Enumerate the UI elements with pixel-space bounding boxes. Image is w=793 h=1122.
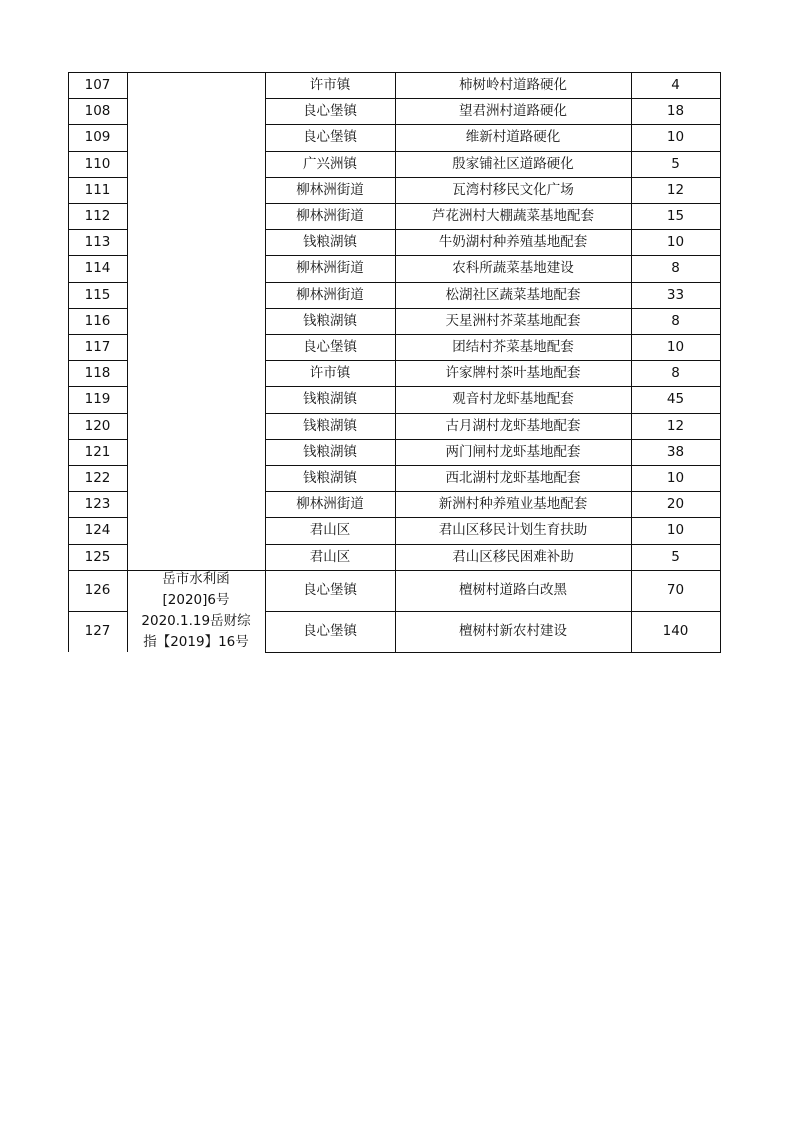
row-number-cell: 114 bbox=[84, 260, 111, 277]
project-cell: 松湖社区蔬菜基地配套 bbox=[445, 286, 581, 303]
amount-cell: 18 bbox=[666, 103, 685, 120]
town-cell: 柳林洲街道 bbox=[296, 286, 364, 303]
document-reference-cell bbox=[127, 570, 265, 652]
town-cell: 钱粮湖镇 bbox=[303, 470, 357, 486]
row-number-cell: 124 bbox=[84, 522, 111, 539]
project-cell: 新洲村种养殖业基地配套 bbox=[438, 496, 588, 513]
town-cell: 良心堡镇 bbox=[303, 623, 357, 640]
row-number-cell: 118 bbox=[84, 365, 111, 382]
town-cell: 钱粮湖镇 bbox=[303, 443, 357, 460]
amount-cell: 5 bbox=[671, 548, 680, 565]
table-right-border bbox=[720, 72, 721, 653]
project-cell: 君山区移民计划生育扶助 bbox=[438, 522, 588, 539]
amount-cell: 38 bbox=[666, 443, 685, 460]
town-cell: 君山区 bbox=[309, 522, 351, 539]
town-cell: 钱粮湖镇 bbox=[303, 312, 357, 329]
row-number-cell: 127 bbox=[84, 623, 111, 640]
row-number-cell: 110 bbox=[84, 155, 111, 172]
amount-cell: 10 bbox=[666, 470, 685, 486]
row-number-cell: 107 bbox=[84, 77, 111, 93]
project-cell: 古月湖村龙虾基地配套 bbox=[445, 417, 581, 434]
project-cell: 观音村龙虾基地配套 bbox=[452, 391, 574, 408]
project-cell: 团结村芥菜基地配套 bbox=[452, 339, 574, 355]
row-number-cell: 113 bbox=[84, 234, 111, 251]
town-cell: 良心堡镇 bbox=[303, 582, 357, 599]
town-cell: 良心堡镇 bbox=[303, 339, 357, 355]
town-cell: 柳林洲街道 bbox=[296, 260, 364, 277]
amount-cell: 8 bbox=[671, 365, 680, 382]
amount-cell: 10 bbox=[666, 129, 685, 146]
town-cell: 良心堡镇 bbox=[303, 103, 357, 120]
row-number-cell: 115 bbox=[84, 286, 111, 303]
project-cell: 檀树村新农村建设 bbox=[459, 623, 567, 640]
amount-cell: 10 bbox=[666, 339, 685, 355]
project-cell: 殷家铺社区道路硬化 bbox=[452, 155, 574, 172]
row-number-cell: 125 bbox=[84, 548, 111, 565]
row-number-cell: 122 bbox=[84, 470, 111, 486]
amount-cell: 15 bbox=[666, 208, 685, 224]
town-cell: 柳林洲街道 bbox=[296, 181, 364, 198]
project-cell: 君山区移民困难补助 bbox=[452, 548, 574, 565]
project-cell: 天星洲村芥菜基地配套 bbox=[445, 312, 581, 329]
project-cell: 西北湖村龙虾基地配套 bbox=[445, 470, 581, 486]
town-cell: 许市镇 bbox=[309, 365, 351, 382]
project-cell: 农科所蔬菜基地建设 bbox=[452, 260, 574, 277]
amount-cell: 45 bbox=[666, 391, 685, 408]
town-cell: 钱粮湖镇 bbox=[303, 417, 357, 434]
town-cell: 良心堡镇 bbox=[303, 129, 357, 146]
project-cell: 牛奶湖村种养殖基地配套 bbox=[438, 234, 588, 251]
amount-cell: 8 bbox=[671, 312, 680, 329]
row-number-cell: 109 bbox=[84, 129, 111, 146]
amount-cell: 4 bbox=[671, 77, 680, 93]
project-cell: 望君洲村道路硬化 bbox=[459, 103, 567, 120]
document-reference-line: 岳市水利函 bbox=[162, 570, 230, 587]
project-cell: 许家牌村茶叶基地配套 bbox=[445, 365, 581, 382]
row-number-cell: 108 bbox=[84, 103, 111, 120]
amount-cell: 20 bbox=[666, 496, 685, 513]
document-reference-line: 2020.1.19岳财综 bbox=[141, 612, 251, 629]
row-number-cell: 121 bbox=[84, 443, 111, 460]
project-cell: 檀树村道路白改黑 bbox=[459, 582, 567, 599]
town-cell: 钱粮湖镇 bbox=[303, 234, 357, 251]
col-divider-no bbox=[127, 72, 128, 652]
project-cell: 维新村道路硬化 bbox=[465, 129, 561, 146]
amount-cell: 70 bbox=[666, 582, 685, 599]
row-number-cell: 126 bbox=[84, 582, 111, 599]
town-cell: 君山区 bbox=[309, 548, 351, 565]
table-bottom-border bbox=[265, 652, 721, 653]
row-number-cell: 116 bbox=[84, 312, 111, 329]
town-cell: 许市镇 bbox=[309, 77, 351, 93]
amount-cell: 10 bbox=[666, 234, 685, 251]
project-cell: 芦花洲村大棚蔬菜基地配套 bbox=[432, 208, 594, 224]
amount-cell: 12 bbox=[666, 417, 685, 434]
document-reference-line: 指【2019】16号 bbox=[143, 633, 249, 650]
row-number-cell: 123 bbox=[84, 496, 111, 513]
amount-cell: 10 bbox=[666, 522, 685, 539]
row-number-cell: 119 bbox=[84, 391, 111, 408]
project-cell: 柿树岭村道路硬化 bbox=[459, 77, 567, 93]
amount-cell: 8 bbox=[671, 260, 680, 277]
town-cell: 柳林洲街道 bbox=[296, 496, 364, 513]
town-cell: 钱粮湖镇 bbox=[303, 391, 357, 408]
project-cell: 两门闸村龙虾基地配套 bbox=[445, 443, 581, 460]
project-cell: 瓦湾村移民文化广场 bbox=[452, 181, 574, 198]
amount-cell: 33 bbox=[666, 286, 685, 303]
amount-cell: 12 bbox=[666, 181, 685, 198]
row-number-cell: 112 bbox=[84, 208, 111, 224]
town-cell: 广兴洲镇 bbox=[303, 155, 357, 172]
amount-cell: 5 bbox=[671, 155, 680, 172]
town-cell: 柳林洲街道 bbox=[296, 208, 364, 224]
row-number-cell: 117 bbox=[84, 339, 111, 355]
row-number-cell: 120 bbox=[84, 417, 111, 434]
row-number-cell: 111 bbox=[84, 181, 111, 198]
document-reference-line: [2020]6号 bbox=[162, 591, 230, 608]
amount-cell: 140 bbox=[662, 623, 689, 640]
